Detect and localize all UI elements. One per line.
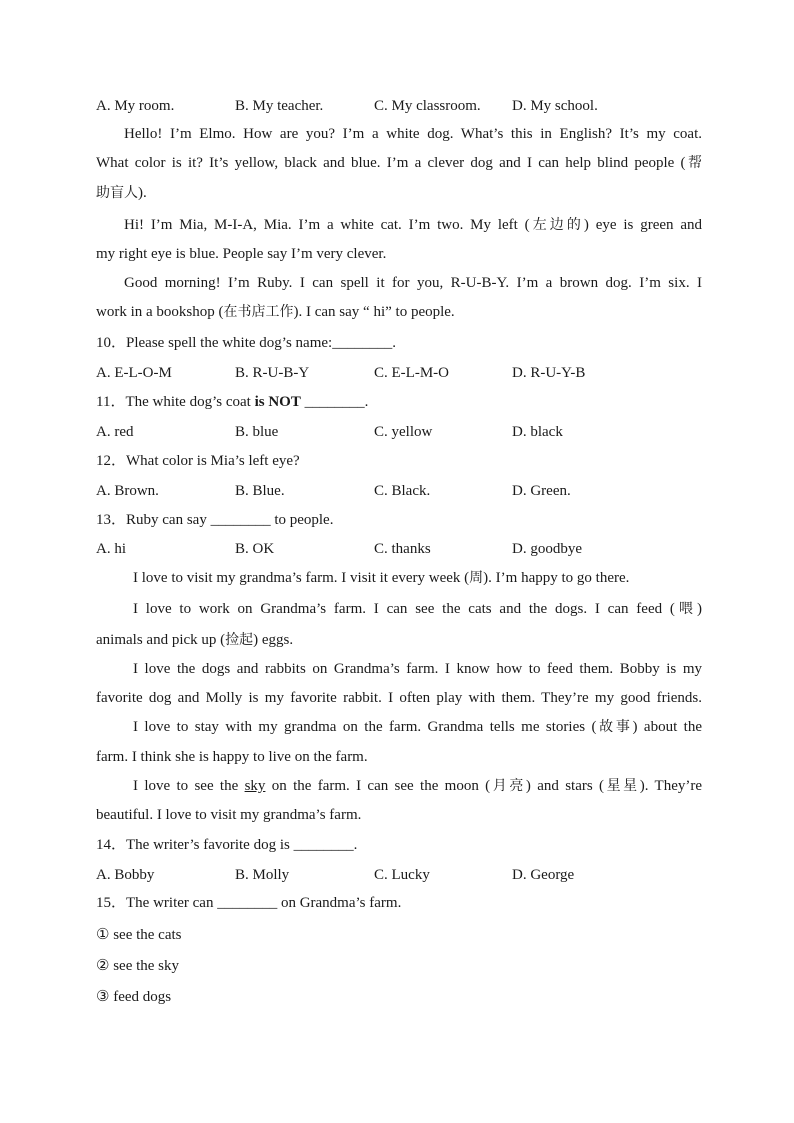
q13-option-c: C. thanks [374, 541, 431, 557]
passage2-p4-line1-cn: 故事 [596, 719, 633, 735]
q15-item-3: ③ feed dogs [96, 989, 172, 1005]
passage2-p2-line1 [133, 599, 702, 619]
passage2-p5-line1-cn2: 星星 [604, 778, 640, 794]
passage2-p3-line1: I love the dogs and rabbits on Grandma’s farm. I know how to feed them. Bobby is my [133, 661, 702, 677]
q10-stem: 10．Please spell the white dog’s name:________. [96, 335, 396, 351]
q11-options [96, 422, 702, 442]
passage2-p2-line2-a: animals and pick up ( [96, 632, 226, 648]
q14-option-a: A. Bobby [96, 867, 155, 883]
q12-option-b: B. Blue. [235, 483, 285, 499]
q10-options [96, 363, 702, 383]
passage1-p1-line2 [96, 153, 702, 173]
q12-options [96, 481, 702, 501]
q9-option-b: B. My teacher. [235, 98, 324, 114]
passage2-p2-line2-b: ) eggs. [253, 632, 294, 648]
passage2-p5-line1-a: I love to see the [133, 778, 245, 794]
q14-options [96, 865, 702, 885]
passage1-p2-line1-a: Hi! I’m Mia, M-I-A, Mia. I’m a white cat. I’m two. My left ( [124, 217, 530, 233]
q12-option-d: D. Green. [512, 483, 571, 499]
passage1-p2-line1 [124, 215, 702, 235]
passage1-p1-line2-text: What color is it? It’s yellow, black and blue. I’m a clever dog and I can help blind people ( [96, 155, 686, 171]
q12-option-c: C. Black. [374, 483, 431, 499]
q13-option-b: B. OK [235, 541, 275, 557]
q15-stem: 15．The writer can ________ on Grandma’s farm. [96, 895, 402, 911]
passage2-p2-line1-a: I love to work on Grandma’s farm. I can see the cats and the dogs. I can feed ( [133, 601, 675, 617]
q10-option-b: B. R-U-B-Y [235, 365, 310, 381]
passage1-p3-line2-a: work in a bookshop ( [96, 304, 224, 320]
passage2-p4-line2: farm. I think she is happy to live on the farm. [96, 749, 368, 765]
passage2-p4-line1-a: I love to stay with my grandma on the farm. Grandma tells me stories ( [133, 719, 597, 735]
passage1-p1-line3-cn: 助盲人 [96, 185, 138, 201]
q15-item-1: ① see the cats [96, 927, 182, 943]
q13-stem: 13．Ruby can say ________ to people. [96, 512, 334, 528]
q11-option-a: A. red [96, 424, 134, 440]
passage1-p2-line2: my right eye is blue. People say I’m very clever. [96, 246, 387, 262]
q13-options [96, 539, 702, 559]
q14-option-c: C. Lucky [374, 867, 430, 883]
q14-option-b: B. Molly [235, 867, 290, 883]
q15-item-2: ② see the sky [96, 958, 180, 974]
passage2-p1-a: I love to visit my grandma’s farm. I visit it every week ( [133, 570, 470, 586]
q11-stem-bold: is NOT [254, 394, 301, 410]
passage2-p5-line1 [133, 776, 702, 796]
q11-option-c: C. yellow [374, 424, 433, 440]
passage2-p1-b: ). I’m happy to go there. [483, 570, 630, 586]
passage1-p2-line1-b: ) eye is green and [583, 217, 702, 233]
q11-stem-a: 11．The white dog’s coat [96, 394, 255, 410]
passage1-p1-line1: Hello! I’m Elmo. How are you? I’m a white dog. What’s this in English? It’s my coat. [124, 126, 702, 142]
passage2-p2-line2-cn: 捡起 [225, 632, 254, 648]
passage2-p3-line2: favorite dog and Molly is my favorite rabbit. I often play with them. They’re my good friends. [96, 690, 702, 706]
q9-options [96, 96, 702, 116]
passage2-p2-line2 [96, 630, 702, 650]
q9-option-d: D. My school. [512, 98, 598, 114]
q10-option-d: D. R-U-Y-B [512, 365, 586, 381]
passage2-p4-line1-b: ) about the [632, 719, 702, 735]
q9-option-a: A. My room. [96, 98, 175, 114]
q13-option-a: A. hi [96, 541, 126, 557]
q11-option-d: D. black [512, 424, 563, 440]
q12-option-a: A. Brown. [96, 483, 159, 499]
passage1-p3-line2-cn: 在书店工作 [223, 304, 294, 320]
passage1-p1-line3-end: ). [138, 185, 147, 201]
passage2-p5-line1-cn1: 月亮 [490, 778, 526, 794]
q12-stem: 12．What color is Mia’s left eye? [96, 453, 300, 469]
passage1-p3-line2 [96, 302, 702, 322]
passage1-p1-line3 [96, 183, 702, 203]
q11-stem-b: ________. [300, 394, 369, 410]
passage2-p5-line1-underlined: sky [244, 778, 266, 794]
passage1-p1-line2-cn: 帮 [685, 155, 703, 171]
passage2-p5-line1-c: ) and stars ( [525, 778, 605, 794]
passage1-p2-line1-cn: 左边的 [529, 217, 584, 233]
q14-option-d: D. George [512, 867, 575, 883]
passage1-p3-line1: Good morning! I’m Ruby. I can spell it for you, R-U-B-Y. I’m a brown dog. I’m six. I [124, 275, 702, 291]
passage2-p1 [133, 568, 702, 588]
passage2-p1-cn: 周 [469, 570, 484, 586]
passage2-p4-line1 [133, 717, 702, 737]
passage2-p5-line2: beautiful. I love to visit my grandma’s farm. [96, 807, 362, 823]
passage2-p2-line1-cn: 喂 [674, 601, 698, 617]
passage2-p2-line1-b: ) [697, 601, 703, 617]
q11-stem [96, 392, 702, 412]
passage2-p5-line1-d: ). They’re [639, 778, 702, 794]
q13-option-d: D. goodbye [512, 541, 582, 557]
passage1-p3-line2-b: ). I can say “ hi” to people. [293, 304, 455, 320]
q14-stem: 14．The writer’s favorite dog is ________. [96, 837, 358, 853]
q10-option-a: A. E-L-O-M [96, 365, 172, 381]
passage2-p5-line1-b: on the farm. I can see the moon ( [265, 778, 491, 794]
q9-option-c: C. My classroom. [374, 98, 481, 114]
q11-option-b: B. blue [235, 424, 279, 440]
q10-option-c: C. E-L-M-O [374, 365, 449, 381]
